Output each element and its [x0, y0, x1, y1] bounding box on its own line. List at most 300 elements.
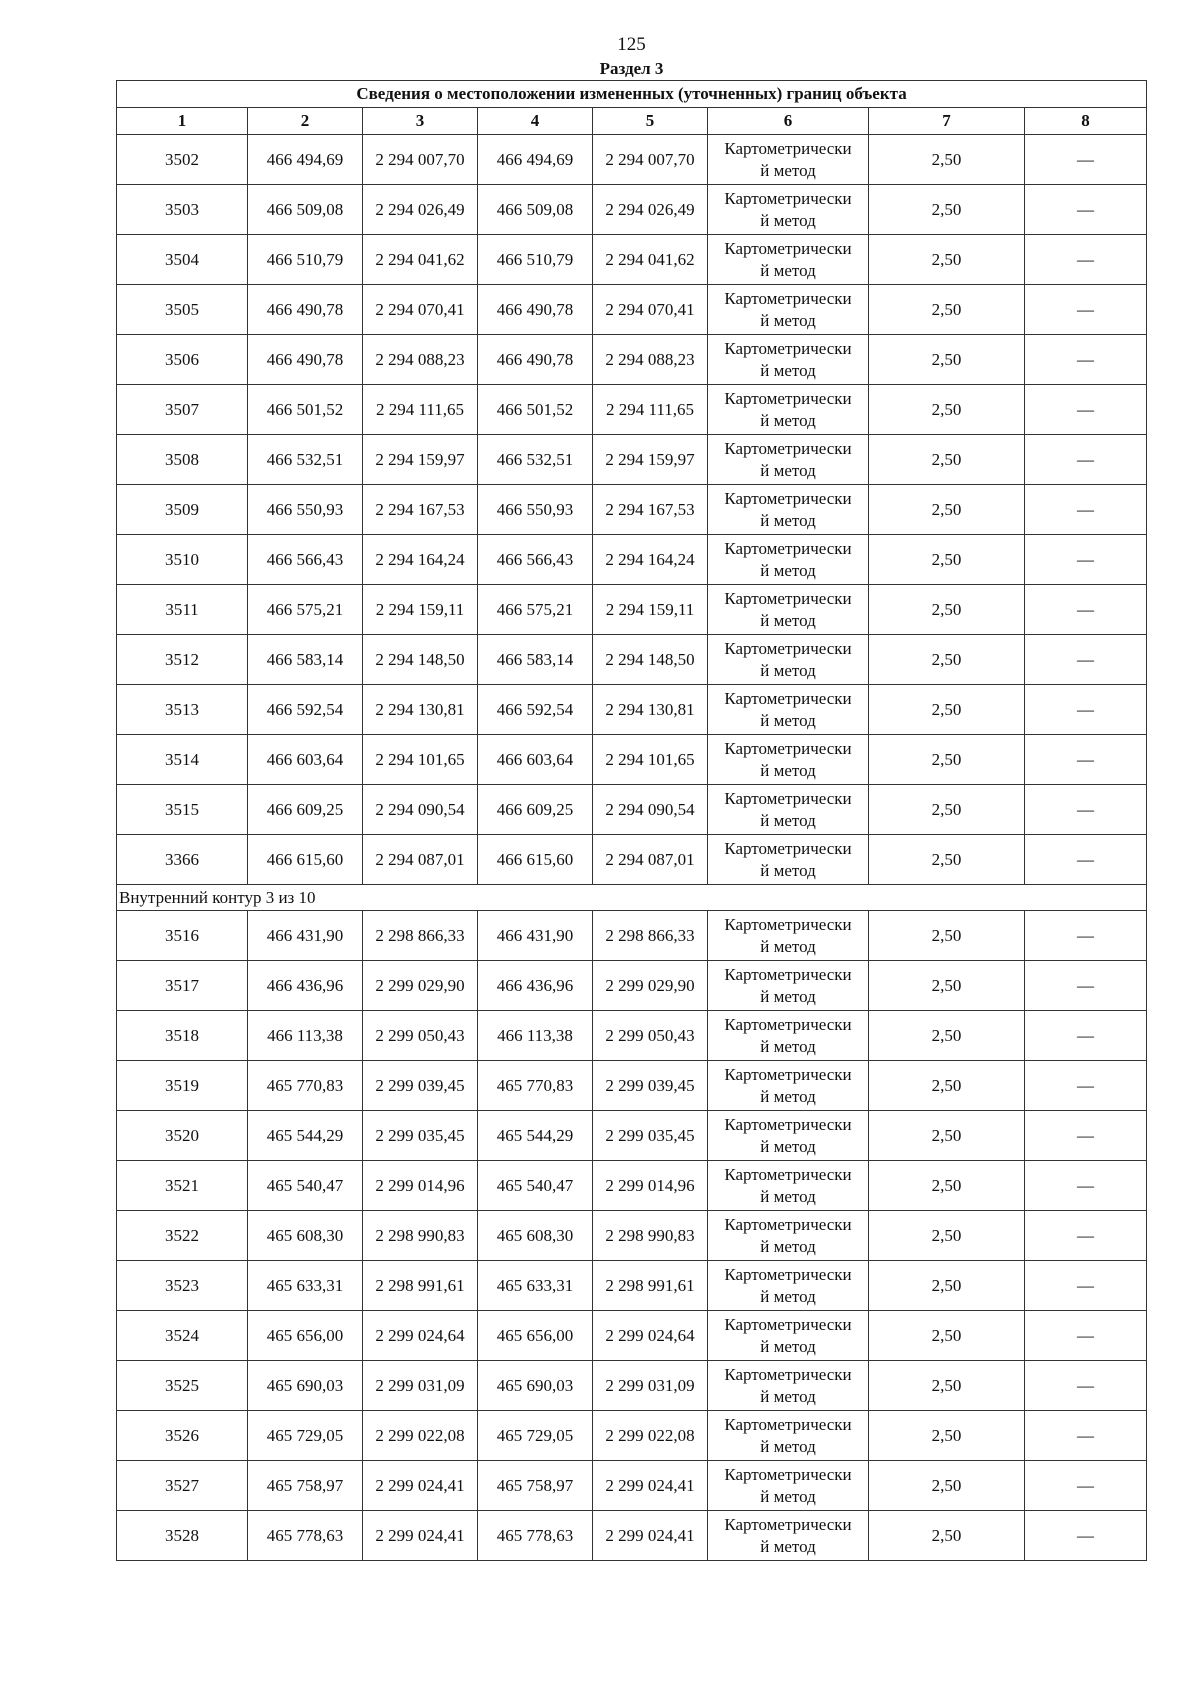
y-coordinate-cell: 2 294 148,50 — [363, 635, 478, 685]
y-coordinate-new-cell: 2 294 026,49 — [593, 185, 708, 235]
y-coordinate-new-cell: 2 294 007,70 — [593, 135, 708, 185]
description-cell: — — [1025, 385, 1147, 435]
method-line-1: Картометрически — [724, 538, 852, 558]
method-line-1: Картометрически — [724, 738, 852, 758]
contour-label: Внутренний контур 3 из 10 — [117, 885, 1147, 911]
y-coordinate-new-cell: 2 299 029,90 — [593, 961, 708, 1011]
x-coordinate-new-cell: 465 633,31 — [478, 1261, 593, 1311]
y-coordinate-new-cell: 2 294 070,41 — [593, 285, 708, 335]
table-row — [117, 485, 1147, 535]
method-cell — [708, 911, 869, 961]
x-coordinate-new-cell: 466 494,69 — [478, 135, 593, 185]
description-cell: — — [1025, 1511, 1147, 1561]
table-row — [117, 1461, 1147, 1511]
table-row — [117, 1111, 1147, 1161]
description-cell: — — [1025, 585, 1147, 635]
method-line-2: й метод — [760, 1186, 816, 1206]
table-row — [117, 1161, 1147, 1211]
method-line-1: Картометрически — [724, 688, 852, 708]
description-cell: — — [1025, 1311, 1147, 1361]
method-line-1: Картометрически — [724, 188, 852, 208]
column-header: 5 — [593, 108, 708, 135]
x-coordinate-new-cell: 466 550,93 — [478, 485, 593, 535]
column-header: 3 — [363, 108, 478, 135]
y-coordinate-cell: 2 299 029,90 — [363, 961, 478, 1011]
method-line-1: Картометрически — [724, 1114, 852, 1134]
y-coordinate-new-cell: 2 294 159,97 — [593, 435, 708, 485]
method-line-2: й метод — [760, 610, 816, 630]
description-cell: — — [1025, 685, 1147, 735]
x-coordinate-new-cell: 466 566,43 — [478, 535, 593, 585]
accuracy-cell: 2,50 — [869, 335, 1025, 385]
x-coordinate-new-cell: 465 770,83 — [478, 1061, 593, 1111]
x-coordinate-new-cell: 465 690,03 — [478, 1361, 593, 1411]
point-number-cell: 3504 — [117, 235, 248, 285]
y-coordinate-new-cell: 2 299 014,96 — [593, 1161, 708, 1211]
method-line-2: й метод — [760, 560, 816, 580]
method-line-2: й метод — [760, 1236, 816, 1256]
table-row — [117, 1061, 1147, 1111]
x-coordinate-new-cell: 465 656,00 — [478, 1311, 593, 1361]
y-coordinate-new-cell: 2 299 024,41 — [593, 1511, 708, 1561]
x-coordinate-cell: 466 436,96 — [248, 961, 363, 1011]
method-cell — [708, 1011, 869, 1061]
x-coordinate-new-cell: 465 608,30 — [478, 1211, 593, 1261]
y-coordinate-cell: 2 299 039,45 — [363, 1061, 478, 1111]
description-cell: — — [1025, 435, 1147, 485]
method-cell — [708, 1511, 869, 1561]
x-coordinate-cell: 466 575,21 — [248, 585, 363, 635]
y-coordinate-cell: 2 294 070,41 — [363, 285, 478, 335]
method-line-2: й метод — [760, 936, 816, 956]
table-row — [117, 135, 1147, 185]
method-line-2: й метод — [760, 460, 816, 480]
description-cell: — — [1025, 235, 1147, 285]
y-coordinate-new-cell: 2 299 050,43 — [593, 1011, 708, 1061]
method-cell — [708, 235, 869, 285]
description-cell: — — [1025, 535, 1147, 585]
accuracy-cell: 2,50 — [869, 135, 1025, 185]
description-cell: — — [1025, 1461, 1147, 1511]
x-coordinate-cell: 465 633,31 — [248, 1261, 363, 1311]
x-coordinate-cell: 466 592,54 — [248, 685, 363, 735]
y-coordinate-cell: 2 299 050,43 — [363, 1011, 478, 1061]
point-number-cell: 3512 — [117, 635, 248, 685]
page-number: 125 — [617, 34, 646, 55]
x-coordinate-cell: 465 758,97 — [248, 1461, 363, 1511]
table-title: Сведения о местоположении измененных (уточненных) границ объекта — [117, 81, 1147, 108]
table-row — [117, 235, 1147, 285]
x-coordinate-cell: 466 494,69 — [248, 135, 363, 185]
y-coordinate-cell: 2 294 111,65 — [363, 385, 478, 435]
accuracy-cell: 2,50 — [869, 635, 1025, 685]
method-cell — [708, 1161, 869, 1211]
x-coordinate-cell: 466 550,93 — [248, 485, 363, 535]
x-coordinate-cell: 465 656,00 — [248, 1311, 363, 1361]
method-line-1: Картометрически — [724, 788, 852, 808]
method-line-2: й метод — [760, 410, 816, 430]
method-line-1: Картометрически — [724, 1314, 852, 1334]
x-coordinate-new-cell: 466 592,54 — [478, 685, 593, 735]
y-coordinate-new-cell: 2 299 031,09 — [593, 1361, 708, 1411]
x-coordinate-cell: 465 544,29 — [248, 1111, 363, 1161]
x-coordinate-cell: 465 729,05 — [248, 1411, 363, 1461]
y-coordinate-cell: 2 298 990,83 — [363, 1211, 478, 1261]
y-coordinate-new-cell: 2 294 130,81 — [593, 685, 708, 735]
description-cell: — — [1025, 911, 1147, 961]
method-line-1: Картометрически — [724, 1364, 852, 1384]
accuracy-cell: 2,50 — [869, 1111, 1025, 1161]
y-coordinate-new-cell: 2 294 164,24 — [593, 535, 708, 585]
table-row — [117, 585, 1147, 635]
method-line-2: й метод — [760, 310, 816, 330]
y-coordinate-new-cell: 2 294 111,65 — [593, 385, 708, 435]
table-row — [117, 435, 1147, 485]
description-cell: — — [1025, 135, 1147, 185]
table-row — [117, 1361, 1147, 1411]
method-cell — [708, 735, 869, 785]
method-line-2: й метод — [760, 710, 816, 730]
method-cell — [708, 385, 869, 435]
y-coordinate-new-cell: 2 294 041,62 — [593, 235, 708, 285]
point-number-cell: 3525 — [117, 1361, 248, 1411]
x-coordinate-new-cell: 466 532,51 — [478, 435, 593, 485]
y-coordinate-cell: 2 299 031,09 — [363, 1361, 478, 1411]
y-coordinate-new-cell: 2 298 991,61 — [593, 1261, 708, 1311]
accuracy-cell: 2,50 — [869, 1361, 1025, 1411]
x-coordinate-cell: 466 501,52 — [248, 385, 363, 435]
method-line-1: Картометрически — [724, 838, 852, 858]
y-coordinate-cell: 2 294 041,62 — [363, 235, 478, 285]
x-coordinate-new-cell: 466 501,52 — [478, 385, 593, 435]
method-cell — [708, 185, 869, 235]
method-cell — [708, 961, 869, 1011]
method-cell — [708, 1111, 869, 1161]
method-cell — [708, 435, 869, 485]
method-cell — [708, 1061, 869, 1111]
y-coordinate-new-cell: 2 294 090,54 — [593, 785, 708, 835]
x-coordinate-new-cell: 465 778,63 — [478, 1511, 593, 1561]
accuracy-cell: 2,50 — [869, 385, 1025, 435]
point-number-cell: 3506 — [117, 335, 248, 385]
method-line-1: Картометрически — [724, 1414, 852, 1434]
method-line-2: й метод — [760, 860, 816, 880]
x-coordinate-cell: 466 583,14 — [248, 635, 363, 685]
description-cell: — — [1025, 1011, 1147, 1061]
point-number-cell: 3515 — [117, 785, 248, 835]
y-coordinate-new-cell: 2 294 088,23 — [593, 335, 708, 385]
x-coordinate-new-cell: 465 544,29 — [478, 1111, 593, 1161]
point-number-cell: 3505 — [117, 285, 248, 335]
point-number-cell: 3507 — [117, 385, 248, 435]
method-line-2: й метод — [760, 1336, 816, 1356]
accuracy-cell: 2,50 — [869, 1411, 1025, 1461]
accuracy-cell: 2,50 — [869, 1161, 1025, 1211]
method-cell — [708, 485, 869, 535]
x-coordinate-new-cell: 466 615,60 — [478, 835, 593, 885]
x-coordinate-cell: 466 615,60 — [248, 835, 363, 885]
accuracy-cell: 2,50 — [869, 1511, 1025, 1561]
accuracy-cell: 2,50 — [869, 1261, 1025, 1311]
x-coordinate-cell: 465 778,63 — [248, 1511, 363, 1561]
accuracy-cell: 2,50 — [869, 585, 1025, 635]
accuracy-cell: 2,50 — [869, 785, 1025, 835]
method-cell — [708, 685, 869, 735]
description-cell: — — [1025, 285, 1147, 335]
x-coordinate-cell: 466 490,78 — [248, 285, 363, 335]
method-line-1: Картометрически — [724, 588, 852, 608]
column-header-row — [117, 108, 1147, 135]
accuracy-cell: 2,50 — [869, 185, 1025, 235]
x-coordinate-cell: 466 609,25 — [248, 785, 363, 835]
method-line-2: й метод — [760, 510, 816, 530]
description-cell: — — [1025, 961, 1147, 1011]
point-number-cell: 3510 — [117, 535, 248, 585]
y-coordinate-new-cell: 2 294 167,53 — [593, 485, 708, 535]
method-cell — [708, 285, 869, 335]
table-row — [117, 635, 1147, 685]
method-line-2: й метод — [760, 360, 816, 380]
accuracy-cell: 2,50 — [869, 735, 1025, 785]
x-coordinate-new-cell: 466 431,90 — [478, 911, 593, 961]
accuracy-cell: 2,50 — [869, 535, 1025, 585]
x-coordinate-cell: 466 566,43 — [248, 535, 363, 585]
accuracy-cell: 2,50 — [869, 961, 1025, 1011]
x-coordinate-cell: 465 540,47 — [248, 1161, 363, 1211]
x-coordinate-cell: 466 532,51 — [248, 435, 363, 485]
y-coordinate-cell: 2 294 164,24 — [363, 535, 478, 585]
table-body-outer-contour — [117, 135, 1147, 885]
table-row — [117, 385, 1147, 435]
method-line-1: Картометрически — [724, 388, 852, 408]
x-coordinate-new-cell: 466 509,08 — [478, 185, 593, 235]
method-line-2: й метод — [760, 160, 816, 180]
table-title-row — [117, 81, 1147, 108]
description-cell: — — [1025, 1361, 1147, 1411]
column-header: 4 — [478, 108, 593, 135]
column-header: 7 — [869, 108, 1025, 135]
y-coordinate-new-cell: 2 294 159,11 — [593, 585, 708, 635]
table-row — [117, 1411, 1147, 1461]
description-cell: — — [1025, 1111, 1147, 1161]
method-cell — [708, 1461, 869, 1511]
accuracy-cell: 2,50 — [869, 485, 1025, 535]
method-cell — [708, 635, 869, 685]
accuracy-cell: 2,50 — [869, 1011, 1025, 1061]
table-row — [117, 1311, 1147, 1361]
method-cell — [708, 135, 869, 185]
method-line-2: й метод — [760, 1536, 816, 1556]
x-coordinate-new-cell: 465 758,97 — [478, 1461, 593, 1511]
y-coordinate-cell: 2 294 087,01 — [363, 835, 478, 885]
method-line-1: Картометрически — [724, 338, 852, 358]
x-coordinate-cell: 466 431,90 — [248, 911, 363, 961]
table-row — [117, 185, 1147, 235]
method-cell — [708, 785, 869, 835]
method-cell — [708, 335, 869, 385]
method-line-1: Картометрически — [724, 1514, 852, 1534]
table-row — [117, 1211, 1147, 1261]
y-coordinate-new-cell: 2 294 101,65 — [593, 735, 708, 785]
table-row — [117, 961, 1147, 1011]
x-coordinate-cell: 466 509,08 — [248, 185, 363, 235]
accuracy-cell: 2,50 — [869, 1311, 1025, 1361]
y-coordinate-new-cell: 2 298 866,33 — [593, 911, 708, 961]
method-cell — [708, 1311, 869, 1361]
method-line-1: Картометрически — [724, 1014, 852, 1034]
x-coordinate-cell: 466 113,38 — [248, 1011, 363, 1061]
method-line-1: Картометрически — [724, 1214, 852, 1234]
accuracy-cell: 2,50 — [869, 285, 1025, 335]
x-coordinate-new-cell: 466 609,25 — [478, 785, 593, 835]
method-cell — [708, 1361, 869, 1411]
y-coordinate-cell: 2 299 024,41 — [363, 1511, 478, 1561]
method-line-1: Картометрически — [724, 238, 852, 258]
y-coordinate-new-cell: 2 298 990,83 — [593, 1211, 708, 1261]
x-coordinate-new-cell: 466 510,79 — [478, 235, 593, 285]
table-row — [117, 1511, 1147, 1561]
x-coordinate-new-cell: 465 729,05 — [478, 1411, 593, 1461]
method-line-2: й метод — [760, 1136, 816, 1156]
accuracy-cell: 2,50 — [869, 1461, 1025, 1511]
accuracy-cell: 2,50 — [869, 911, 1025, 961]
x-coordinate-cell: 466 603,64 — [248, 735, 363, 785]
method-line-1: Картометрически — [724, 438, 852, 458]
y-coordinate-new-cell: 2 294 148,50 — [593, 635, 708, 685]
x-coordinate-new-cell: 466 490,78 — [478, 335, 593, 385]
method-line-1: Картометрически — [724, 138, 852, 158]
table-body-inner-contour — [117, 911, 1147, 1561]
point-number-cell: 3366 — [117, 835, 248, 885]
accuracy-cell: 2,50 — [869, 1211, 1025, 1261]
y-coordinate-cell: 2 299 035,45 — [363, 1111, 478, 1161]
table-row — [117, 535, 1147, 585]
column-header: 2 — [248, 108, 363, 135]
method-line-1: Картометрически — [724, 638, 852, 658]
method-line-2: й метод — [760, 1036, 816, 1056]
description-cell: — — [1025, 835, 1147, 885]
y-coordinate-new-cell: 2 299 022,08 — [593, 1411, 708, 1461]
table-row — [117, 1261, 1147, 1311]
point-number-cell: 3511 — [117, 585, 248, 635]
column-header: 1 — [117, 108, 248, 135]
x-coordinate-cell: 465 690,03 — [248, 1361, 363, 1411]
x-coordinate-cell: 466 490,78 — [248, 335, 363, 385]
method-line-1: Картометрически — [724, 1464, 852, 1484]
method-line-1: Картометрически — [724, 964, 852, 984]
y-coordinate-cell: 2 294 007,70 — [363, 135, 478, 185]
method-line-2: й метод — [760, 1486, 816, 1506]
method-cell — [708, 835, 869, 885]
point-number-cell: 3516 — [117, 911, 248, 961]
point-number-cell: 3518 — [117, 1011, 248, 1061]
y-coordinate-new-cell: 2 299 035,45 — [593, 1111, 708, 1161]
y-coordinate-cell: 2 294 088,23 — [363, 335, 478, 385]
method-cell — [708, 535, 869, 585]
description-cell: — — [1025, 185, 1147, 235]
y-coordinate-cell: 2 294 090,54 — [363, 785, 478, 835]
y-coordinate-cell: 2 294 159,97 — [363, 435, 478, 485]
method-line-1: Картометрически — [724, 1064, 852, 1084]
y-coordinate-cell: 2 299 024,64 — [363, 1311, 478, 1361]
description-cell: — — [1025, 635, 1147, 685]
accuracy-cell: 2,50 — [869, 835, 1025, 885]
accuracy-cell: 2,50 — [869, 435, 1025, 485]
y-coordinate-new-cell: 2 294 087,01 — [593, 835, 708, 885]
method-cell — [708, 1211, 869, 1261]
column-header: 8 — [1025, 108, 1147, 135]
y-coordinate-cell: 2 298 866,33 — [363, 911, 478, 961]
description-cell: — — [1025, 485, 1147, 535]
method-line-1: Картометрически — [724, 488, 852, 508]
point-number-cell: 3517 — [117, 961, 248, 1011]
accuracy-cell: 2,50 — [869, 685, 1025, 735]
description-cell: — — [1025, 1061, 1147, 1111]
description-cell: — — [1025, 1261, 1147, 1311]
x-coordinate-new-cell: 466 603,64 — [478, 735, 593, 785]
x-coordinate-cell: 465 608,30 — [248, 1211, 363, 1261]
contour-label-row — [117, 885, 1147, 911]
section-title: Раздел 3 — [599, 59, 664, 78]
table-row — [117, 1011, 1147, 1061]
method-line-2: й метод — [760, 986, 816, 1006]
accuracy-cell: 2,50 — [869, 1061, 1025, 1111]
point-number-cell: 3524 — [117, 1311, 248, 1361]
table-row — [117, 685, 1147, 735]
point-number-cell: 3513 — [117, 685, 248, 735]
point-number-cell: 3527 — [117, 1461, 248, 1511]
method-cell — [708, 585, 869, 635]
y-coordinate-cell: 2 294 101,65 — [363, 735, 478, 785]
point-number-cell: 3523 — [117, 1261, 248, 1311]
description-cell: — — [1025, 785, 1147, 835]
method-line-2: й метод — [760, 1086, 816, 1106]
table-row — [117, 911, 1147, 961]
y-coordinate-cell: 2 294 026,49 — [363, 185, 478, 235]
coordinates-table — [116, 80, 1147, 1561]
x-coordinate-new-cell: 466 575,21 — [478, 585, 593, 635]
method-line-2: й метод — [760, 1386, 816, 1406]
method-line-2: й метод — [760, 210, 816, 230]
method-cell — [708, 1261, 869, 1311]
table-row — [117, 735, 1147, 785]
x-coordinate-new-cell: 466 490,78 — [478, 285, 593, 335]
y-coordinate-cell: 2 294 167,53 — [363, 485, 478, 535]
table-row — [117, 285, 1147, 335]
method-line-2: й метод — [760, 660, 816, 680]
method-line-1: Картометрически — [724, 1264, 852, 1284]
point-number-cell: 3514 — [117, 735, 248, 785]
table-row — [117, 835, 1147, 885]
point-number-cell: 3519 — [117, 1061, 248, 1111]
y-coordinate-new-cell: 2 299 024,64 — [593, 1311, 708, 1361]
method-line-1: Картометрически — [724, 914, 852, 934]
accuracy-cell: 2,50 — [869, 235, 1025, 285]
method-line-1: Картометрически — [724, 288, 852, 308]
description-cell: — — [1025, 1161, 1147, 1211]
method-cell — [708, 1411, 869, 1461]
y-coordinate-cell: 2 299 014,96 — [363, 1161, 478, 1211]
point-number-cell: 3522 — [117, 1211, 248, 1261]
method-line-1: Картометрически — [724, 1164, 852, 1184]
point-number-cell: 3528 — [117, 1511, 248, 1561]
y-coordinate-cell: 2 299 022,08 — [363, 1411, 478, 1461]
y-coordinate-cell: 2 298 991,61 — [363, 1261, 478, 1311]
point-number-cell: 3526 — [117, 1411, 248, 1461]
x-coordinate-new-cell: 466 583,14 — [478, 635, 593, 685]
y-coordinate-new-cell: 2 299 039,45 — [593, 1061, 708, 1111]
point-number-cell: 3502 — [117, 135, 248, 185]
